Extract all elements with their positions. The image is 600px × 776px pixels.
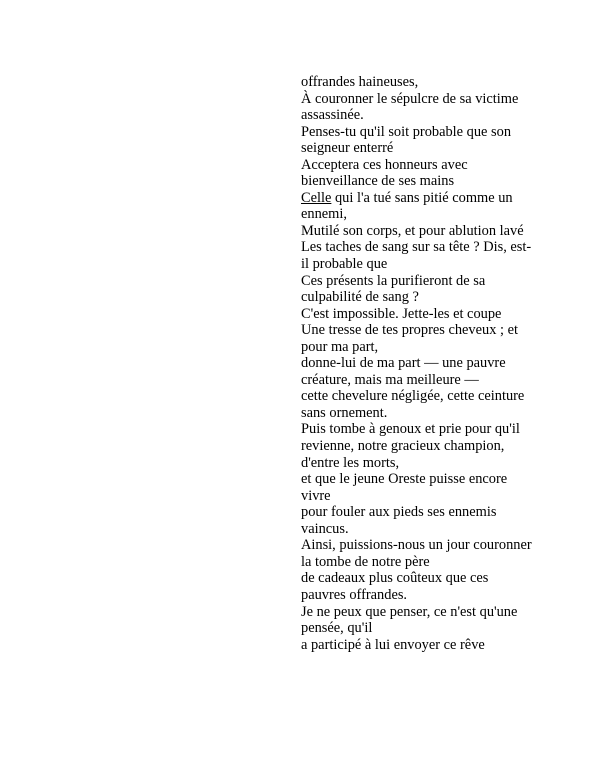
poem-line: et que le jeune Oreste puisse encore vivre (301, 471, 508, 504)
poem-line: Mutilé son corps, et pour ablution lavé (301, 222, 524, 239)
poem-line (301, 190, 533, 223)
poem-line: de cadeaux plus coûteux que ces pauvres offrandes. (301, 570, 489, 603)
poem-line: Je ne peux que penser, ce n'est qu'une pensée, qu'il (301, 603, 518, 637)
poem-line: donne-lui de ma part — une pauvre créature, mais ma meilleure — (301, 355, 506, 388)
poem-text-block (301, 74, 533, 653)
poem-line: C'est impossible. Jette-les et coupe (301, 305, 502, 322)
poem-line: Puis tombe à genoux et prie pour qu'il (301, 421, 520, 438)
poem-line: Ces présents la purifieront de sa culpabilité de sang ? (301, 272, 486, 306)
poem-line: Penses-tu qu'il soit probable que son seigneur enterré (301, 123, 512, 157)
poem-line: Ainsi, puissions-nous un jour couronner la tombe de notre père (301, 537, 532, 570)
underlined-word: Celle (301, 189, 332, 206)
poem-line: Les taches de sang sur sa tête ? Dis, est-il probable que (301, 239, 532, 273)
poem-line: revienne, notre gracieux champion, d'entre les morts, (301, 438, 505, 471)
poem-line: À couronner le sépulcre de sa victime assassinée. (301, 90, 519, 124)
poem-line: pour fouler aux pieds ses ennemis vaincus. (301, 504, 497, 537)
poem-line-rest: qui l'a tué sans pitié comme un ennemi, (301, 189, 513, 223)
poem-line: offrandes haineuses, (301, 74, 419, 90)
poem-line: a participé à lui envoyer ce rêve (301, 636, 485, 653)
poem-line: cette chevelure négligée, cette ceinture sans ornement. (301, 388, 525, 421)
poem-line: Acceptera ces honneurs avec bienveillance de ses mains (301, 156, 468, 190)
poem-line: Une tresse de tes propres cheveux ; et pour ma part, (301, 322, 518, 355)
